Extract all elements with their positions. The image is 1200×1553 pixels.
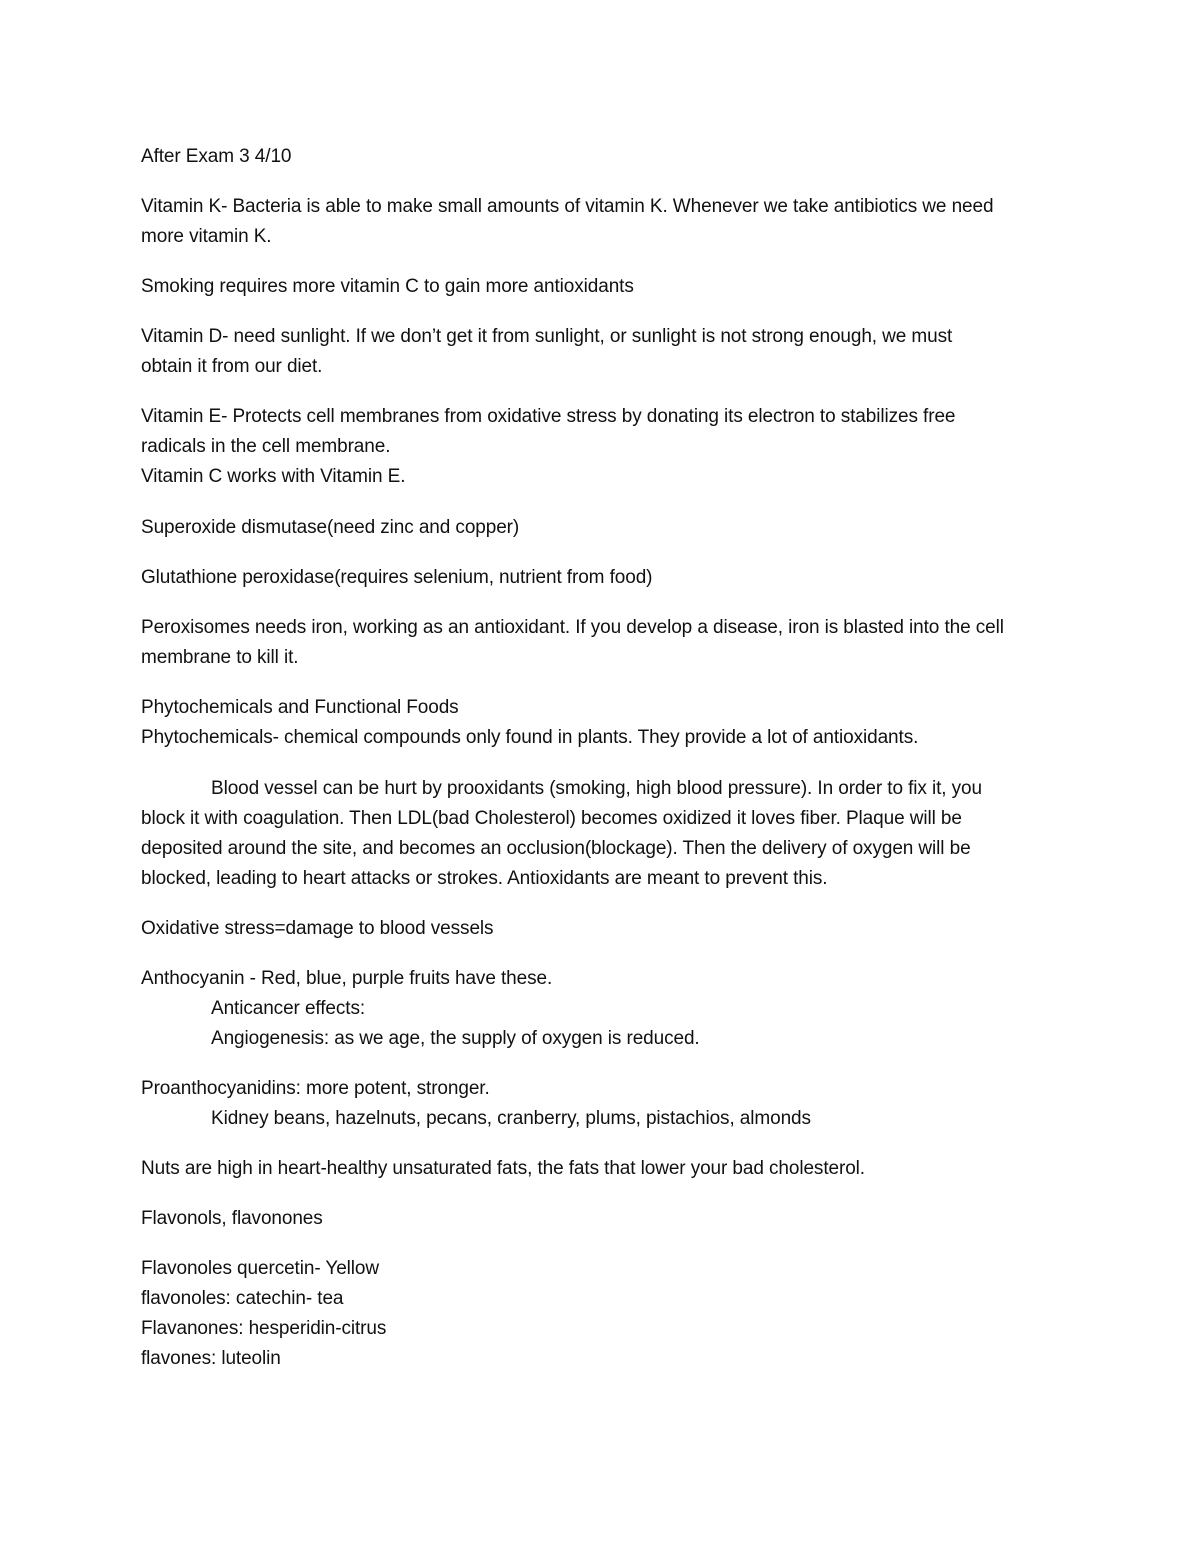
text-line: Proanthocyanidins: more potent, stronger. [141,1078,490,1099]
text-line: obtain it from our diet. [141,356,323,377]
text-line: flavones: luteolin [141,1348,281,1369]
text-line: Vitamin E- Protects cell membranes from oxidative stress by donating its electron to stabilizes free [141,406,956,427]
text-line: more vitamin K. [141,226,272,247]
text-line: membrane to kill it. [141,647,299,668]
text-line: Vitamin D- need sunlight. If we don’t get it from sunlight, or sunlight is not strong enough, we must [141,326,953,347]
text-line: Smoking requires more vitamin C to gain more antioxidants [141,276,634,297]
text-line: Kidney beans, hazelnuts, pecans, cranberry, plums, pistachios, almonds [211,1108,811,1129]
text-line: flavonoles: catechin- tea [141,1288,344,1309]
text-line: blocked, leading to heart attacks or strokes. Antioxidants are meant to prevent this. [141,868,828,889]
text-line: Angiogenesis: as we age, the supply of oxygen is reduced. [211,1028,700,1049]
text-line: Nuts are high in heart-healthy unsaturated fats, the fats that lower your bad cholesterol. [141,1158,865,1179]
text-line: Vitamin C works with Vitamin E. [141,466,406,487]
text-line: block it with coagulation. Then LDL(bad Cholesterol) becomes oxidized it loves fiber. Plaque will be [141,808,962,829]
text-line: Superoxide dismutase(need zinc and copper) [141,517,520,538]
section-heading: Phytochemicals and Functional Foods [141,697,459,718]
text-line: deposited around the site, and becomes an occlusion(blockage). Then the delivery of oxygen will be [141,838,971,859]
text-line: Flavonoles quercetin- Yellow [141,1258,380,1279]
text-line: Anticancer effects: [211,998,366,1019]
text-line: Vitamin K- Bacteria is able to make small amounts of vitamin K. Whenever we take antibiotics we need [141,196,994,217]
document-title: After Exam 3 4/10 [141,146,292,167]
text-line: Flavanones: hesperidin-citrus [141,1318,387,1339]
text-line: Oxidative stress=damage to blood vessels [141,918,494,939]
text-line: Peroxisomes needs iron, working as an antioxidant. If you develop a disease, iron is blasted into the cell [141,617,1004,638]
text-line: Glutathione peroxidase(requires selenium, nutrient from food) [141,567,653,588]
text-line: Blood vessel can be hurt by prooxidants (smoking, high blood pressure). In order to fix it, you [211,778,982,799]
text-line: radicals in the cell membrane. [141,436,391,457]
text-line: Phytochemicals- chemical compounds only found in plants. They provide a lot of antioxidants. [141,727,919,748]
text-line: Flavonols, flavonones [141,1208,323,1229]
text-line: Anthocyanin - Red, blue, purple fruits have these. [141,968,553,989]
